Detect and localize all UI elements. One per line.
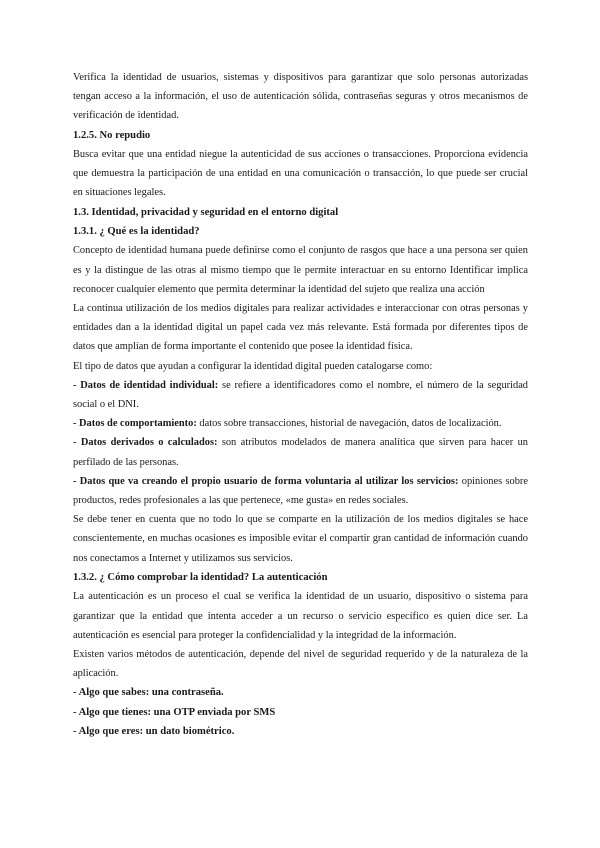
data-type-individual-text: se refiere a identificadores como el nombre, el número de la seguridad social o el DNI. [73, 379, 528, 411]
heading-1-3-1: 1.3.1. ¿ Qué es la identidad? [73, 226, 200, 238]
data-type-behavior [73, 414, 528, 433]
paragraph-digital-identity: La continua utilización de los medios digitales para realizar actividades e interaccionar con otras personas y entidades dan a la identidad digital un papel cada vez más relevante. Está formada por diferentes tipos de datos que amplían de forma importante el contenido que posee la identidad física. [73, 303, 528, 353]
heading-1-2-5: 1.2.5. No repudio [73, 129, 151, 141]
heading-1-3: 1.3. Identidad, privacidad y seguridad en el entorno digital [73, 206, 339, 218]
data-type-voluntary [73, 472, 528, 510]
data-type-voluntary-text: opiniones sobre productos, redes profesionales a las que pertenece, «me gusta» en redes sociales. [73, 475, 528, 507]
data-type-derived [73, 433, 528, 471]
paragraph-identity-concept: Concepto de identidad humana puede definirse como el conjunto de rasgos que hace a una persona ser quien es y la distingue de las otras al mismo tiempo que le permite interactuar en su entorno Identificar implica reconocer cualquier elemento que permita determinar la identidad del sujeto que realiza una acción [73, 245, 528, 295]
paragraph-auth-methods: Existen varios métodos de autenticación, depende del nivel de seguridad requerido y de la naturaleza de la aplicación. [73, 648, 528, 680]
data-type-voluntary-label: - Datos que va creando el propio usuario de forma voluntaria al utilizar los servicios: [73, 475, 459, 487]
paragraph-authentication: La autenticación es un proceso el cual se verifica la identidad de un usuario, dispositivo o sistema para garantizar que la entidad que intenta acceder a un recurso o servicio específico es quien dice ser. La autenticación es esencial para proteger la confidencialidad y la integridad de la información. [73, 591, 528, 641]
paragraph-sharing-note: Se debe tener en cuenta que no todo lo que se comparte en la utilización de los medios digitales se hace conscientemente, en muchas ocasiones es imposible evitar el compartir gran cantidad de información cuando nos conectamos a Internet y utilizamos sus servicios. [73, 514, 528, 564]
data-type-behavior-label: - Datos de comportamiento: [73, 418, 197, 430]
auth-method-are: - Algo que eres: un dato biométrico. [73, 726, 235, 738]
data-type-derived-text: son atributos modelados de manera analítica que sirven para hacer un perfilado de las personas. [73, 437, 528, 468]
auth-method-know: - Algo que sabes: una contraseña. [73, 687, 224, 699]
paragraph-no-repudio: Busca evitar que una entidad niegue la autenticidad de sus acciones o transacciones. Proporciona evidencia que demuestra la participación de una entidad en una comunicación o transacción, lo que puede ser crucial en situaciones legales. [73, 149, 528, 199]
heading-1-3-2: 1.3.2. ¿ Cómo comprobar la identidad? La autenticación [73, 571, 328, 583]
intro-paragraph: Verifica la identidad de usuarios, sistemas y dispositivos para garantizar que solo personas autorizadas tengan acceso a la información, el uso de autenticación sólida, contraseñas seguras y otros mecanismos de verificación de identidad. [73, 72, 528, 122]
paragraph-data-types-intro: El tipo de datos que ayudan a configurar la identidad digital pueden catalogarse como: [73, 360, 433, 372]
data-type-individual-label: - Datos de identidad individual: [73, 379, 219, 391]
data-type-behavior-text: datos sobre transacciones, historial de navegación, datos de localización. [196, 418, 502, 430]
data-type-individual [73, 376, 528, 414]
auth-method-have: - Algo que tienes: una OTP enviada por SMS [73, 706, 276, 718]
data-type-derived-label: - Datos derivados o calculados: [73, 437, 218, 449]
